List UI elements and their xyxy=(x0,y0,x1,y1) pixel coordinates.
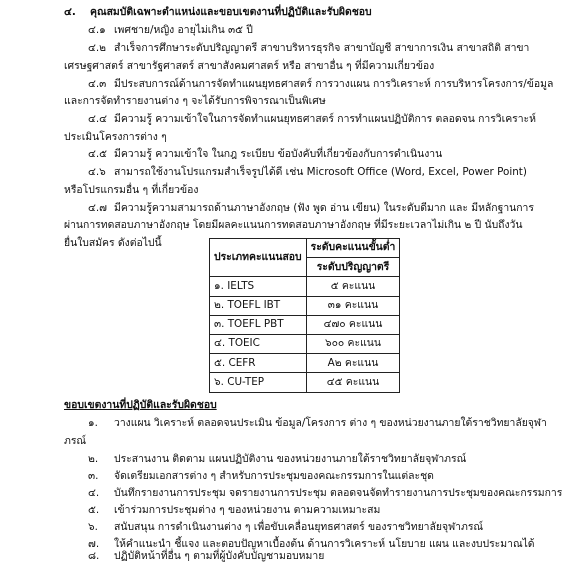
table-cell-score: ๖๐๐ คะแนน xyxy=(306,334,400,353)
scope-item-text: จัดเตรียมเอกสารต่าง ๆ สำหรับการประชุมของคณะกรรมการในแต่ละชุด xyxy=(114,470,434,482)
item-text: ยื่นใบสมัคร ดังต่อไปนี้ xyxy=(64,237,162,249)
table-header-bachelor: ระดับปริญญาตรี xyxy=(306,258,400,277)
scope-item-text: บันทึกรายงานการประชุม จดรายงานการประชุม ตลอดจนจัดทำรายงานการประชุมของคณะกรรมการ xyxy=(114,487,562,499)
scope-item-text: เข้าร่วมการประชุมต่าง ๆ ของหน่วยงาน ตามความเหมาะสม xyxy=(114,504,381,516)
table-header-min-score: ระดับคะแนนขั้นต่ำ xyxy=(306,239,400,258)
table-row xyxy=(210,354,400,373)
table-cell-score: ๕ คะแนน xyxy=(306,277,400,296)
table-cell-type: ๓. TOEFL PBT xyxy=(210,315,307,334)
table-row xyxy=(210,315,400,334)
scope-item-number: ๘. xyxy=(88,550,100,562)
table-cell-score: ๓๑ คะแนน xyxy=(306,296,400,315)
scope-item-number: ๔. xyxy=(88,487,100,499)
item-number: ๔.๓ xyxy=(88,78,107,90)
item-text: มีความรู้ความสามารถด้านภาษาอังกฤษ (ฟัง พูด อ่าน เขียน) ในระดับดีมาก และ มีหลักฐานการ xyxy=(114,202,534,214)
table-cell-type: ๔. TOEIC xyxy=(210,334,307,353)
item-text: สามารถใช้งานโปรแกรมสำเร็จรูปได้ดี เช่น Microsoft Office (Word, Excel, Power Point) xyxy=(114,166,527,178)
scope-item-text: ภรณ์ xyxy=(64,435,87,447)
english-score-table xyxy=(209,238,400,393)
section-heading: คุณสมบัติเฉพาะตำแหน่งและขอบเขตงานที่ปฏิบัติและรับผิดชอบ xyxy=(90,6,372,18)
scope-item-number: ๖. xyxy=(88,521,98,533)
table-cell-score: ๔๕ คะแนน xyxy=(306,373,400,392)
table-cell-type: ๑. IELTS xyxy=(210,277,307,296)
table-cell-type: ๒. TOEFL IBT xyxy=(210,296,307,315)
scope-item-number: ๑. xyxy=(88,417,98,429)
scope-item-number: ๗. xyxy=(88,538,100,550)
scope-item-text: ปฏิบัติหน้าที่อื่น ๆ ตามที่ผู้บังคับบัญชามอบหมาย xyxy=(114,550,325,562)
item-number: ๔.๖ xyxy=(88,166,106,178)
item-number: ๔.๑ xyxy=(88,24,106,36)
item-text: เศรษฐศาสตร์ สาขารัฐศาสตร์ สาขาสังคมศาสตร์ หรือ สาขาอื่น ๆ ที่มีความเกี่ยวข้อง xyxy=(64,60,435,72)
scope-item-number: ๒. xyxy=(88,453,99,465)
section-number: ๔. xyxy=(64,6,76,18)
scope-item-number: ๕. xyxy=(88,504,100,516)
table-row xyxy=(210,277,400,296)
scope-item-number: ๓. xyxy=(88,470,99,482)
table-cell-type: ๖. CU-TEP xyxy=(210,373,307,392)
scope-item-text: ให้คำแนะนำ ชี้แจง และตอบปัญหาเบื้องต้น ด้านการวิเคราะห์ นโยบาย แผน และงบประมาณได้ xyxy=(114,538,535,550)
table-row xyxy=(210,296,400,315)
table-header-type: ประเภทคะแนนสอบ xyxy=(210,239,307,277)
scope-item-text: ประสานงาน ติดตาม แผนปฏิบัติงาน ของหน่วยงานภายใต้ราชวิทยาลัยจุฬาภรณ์ xyxy=(114,453,467,465)
table-row xyxy=(210,373,400,392)
item-text: ผ่านการทดสอบภาษาอังกฤษ โดยมีผลคะแนนการทดสอบภาษาอังกฤษ ที่มีระยะเวลาไม่เกิน ๒ ปี นับถึงวัน xyxy=(64,219,523,231)
item-text: สำเร็จการศึกษาระดับปริญญาตรี สาขาบริหารธุรกิจ สาขาบัญชี สาขาการเงิน สาขาสถิติ สาขา xyxy=(114,42,530,54)
item-number: ๔.๗ xyxy=(88,202,107,214)
scope-item-text: สนับสนุน การดำเนินงานต่าง ๆ เพื่อขับเคลื่อนยุทธศาสตร์ ของราชวิทยาลัยจุฬาภรณ์ xyxy=(114,521,484,533)
item-number: ๔.๒ xyxy=(88,42,107,54)
item-text: และการจัดทำรายงานต่าง ๆ จะได้รับการพิจารณาเป็นพิเศษ xyxy=(64,95,326,107)
item-number: ๔.๔ xyxy=(88,113,108,125)
table-row xyxy=(210,334,400,353)
item-number: ๔.๕ xyxy=(88,148,108,160)
item-text: หรือโปรแกรมอื่น ๆ ที่เกี่ยวข้อง xyxy=(64,184,199,196)
scope-item-text: วางแผน วิเคราะห์ ตลอดจนประเมิน ข้อมูล/โครงการ ต่าง ๆ ของหน่วยงานภายใต้ราชวิทยาลัยจุฬา xyxy=(114,417,547,429)
item-text: มีความรู้ ความเข้าใจ ในกฎ ระเบียบ ข้อบังคับที่เกี่ยวข้องกับการดำเนินงาน xyxy=(114,148,443,160)
item-text: มีประสบการณ์ด้านการจัดทำแผนยุทธศาสตร์ การวางแผน การวิเคราะห์ การบริหารโครงการ/ข้อมูล xyxy=(114,78,554,90)
item-text: ประเมินโครงการต่าง ๆ xyxy=(64,131,167,143)
item-text: เพศชาย/หญิง อายุไม่เกิน ๓๕ ปี xyxy=(114,24,253,36)
item-text: มีความรู้ ความเข้าใจในการจัดทำแผนยุทธศาสตร์ การทำแผนปฏิบัติการ ตลอดจน การวิเคราะห์ xyxy=(114,113,536,125)
table-cell-score: ๔๗๐ คะแนน xyxy=(306,315,400,334)
table-cell-type: ๕. CEFR xyxy=(210,354,307,373)
table-cell-score: A๒ คะแนน xyxy=(306,354,400,373)
scope-heading: ขอบเขตงานที่ปฏิบัติและรับผิดชอบ xyxy=(64,399,217,411)
